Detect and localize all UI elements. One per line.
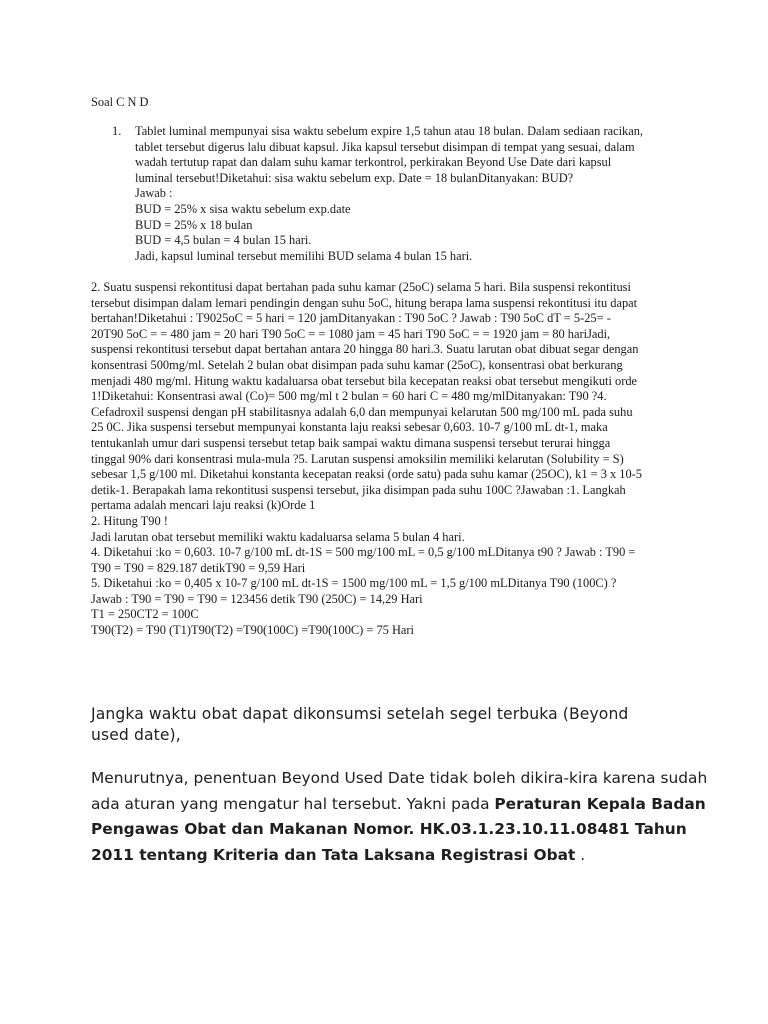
body-line: konsentrasi 500mg/ml. Setelah 2 bulan obat disimpan pada suhu kamar (25oC), konsentrasi obat berkurang	[91, 357, 623, 372]
body-line: 25 0C. Jika suspensi tersebut mempunyai konstanta laju reaksi sebesar 0,603. 10-7 g/100 mL dt-1, maka	[91, 420, 608, 435]
body-line: tentukanlah umur dari suspensi tersebut tetap baik sampai waktu dimana suspensi tersebut terurai hingga	[91, 435, 611, 450]
body-line: 2. Hitung T90 !	[91, 513, 168, 528]
body-line: pertama adalah mencari laju reaksi (k)Orde 1	[91, 498, 316, 513]
body-line: 5. Diketahui :ko = 0,405 x 10-7 g/100 mL dt-1S = 1500 mg/100 mL = 1,5 g/100 mLDitanya T90 (100C) ?	[91, 576, 617, 591]
body-line: bertahan!Diketahui : T9025oC = 5 hari = 120 jamDitanyakan : T90 5oC ? Jawab : T90 5oC dT = 5-25= -	[91, 311, 611, 326]
body-line: tinggal 90% dari konsentrasi mula-mula ?5. Larutan suspensi amoksilin memiliki kelarutan (Solubility = S)	[91, 451, 624, 466]
body-line: menjadi 480 mg/ml. Hitung waktu kadaluarsa obat tersebut bila kecepatan reaksi obat tersebut mengikuti orde	[91, 373, 638, 388]
body-line: 20T90 5oC = = 480 jam = 20 hari T90 5oC = = 1080 jam = 45 hari T90 5oC = = 1920 jam = 80 hariJadi,	[91, 326, 611, 341]
paragraph-text: ada aturan yang mengatur hal tersebut. Yakni pada	[91, 794, 495, 813]
question-1-line: BUD = 4,5 bulan = 4 bulan 15 hari.	[135, 233, 312, 248]
section-paragraph	[91, 766, 708, 868]
question-1-line: Tablet luminal mempunyai sisa waktu sebelum expire 1,5 tahun atau 18 bulan. Dalam sediaan racikan,	[135, 124, 644, 138]
body-line: 1!Diketahui: Konsentrasi awal (Co)= 500 mg/ml t 2 bulan = 60 hari C = 480 mg/mlDitanyakan: T90 ?4.	[91, 389, 607, 404]
regulation-reference: Pengawas Obat dan Makanan Nomor. HK.03.1.23.10.11.08481 Tahun	[91, 820, 687, 838]
body-line: detik-1. Berapakah lama rekontitusi suspensi tersebut, jika disimpan pada suhu 100C ?Jawaban :1. Langkah	[91, 482, 626, 497]
section-title	[91, 704, 691, 746]
regulation-reference: Peraturan Kepala Badan	[494, 794, 706, 813]
paragraph-line	[91, 817, 691, 843]
body-line: sebesar 1,5 g/100 ml. Diketahui konstanta kecepatan reaksi (orde satu) pada suhu kamar (25OC), k1 = 3 x 10-5	[91, 467, 642, 482]
document-heading: Soal C N D	[91, 95, 149, 109]
body-line: T90 = T90 = 829.187 detikT90 = 9,59 Hari	[91, 560, 306, 575]
body-line: T1 = 250CT2 = 100C	[91, 607, 199, 622]
section-title-line: used date),	[91, 726, 181, 744]
regulation-reference: 2011 tentang Kriteria dan Tata Laksana Registrasi Obat	[91, 845, 576, 864]
paragraph-text: .	[575, 845, 586, 864]
body-line: 4. Diketahui :ko = 0,603. 10-7 g/100 mL dt-1S = 500 mg/100 mL = 0,5 g/100 mLDitanya t90 ? Jawab : T90 =	[91, 545, 636, 560]
paragraph-line	[91, 843, 691, 869]
bud-section	[91, 704, 708, 864]
paragraph-line	[91, 792, 706, 818]
question-1-line: Jadi, kapsul luminal tersebut memilihi BUD selama 4 bulan 15 hari.	[135, 248, 473, 263]
question-1-line: Jawab :	[135, 186, 173, 201]
question-1-line: BUD = 25% x sisa waktu sebelum exp.date	[135, 201, 351, 216]
body-line: Jawab : T90 = T90 = T90 = 123456 detik T90 (250C) = 14,29 Hari	[91, 591, 423, 606]
body-line: tersebut disimpan dalam lemari pendingin dengan suhu 5oC, hitung berapa lama suspensi rekontitusi itu dapat	[91, 295, 638, 310]
body-line: T90(T2) = T90 (T1)T90(T2) =T90(100C) =T90(100C) = 75 Hari	[91, 623, 414, 638]
question-1-body	[135, 124, 705, 264]
question-1-line: wadah tertutup rapat dan dalam suhu kamar terkontrol, perkirakan Beyond Use Date dari kapsul	[135, 155, 612, 170]
question-1-line: BUD = 25% x 18 bulan	[135, 217, 253, 232]
questions-2-5-block	[91, 280, 691, 639]
question-1-line: tablet tersebut digerus lalu dibuat kapsul. Jika kapsul tersebut disimpan di tempat yang sesuai, dalam	[135, 139, 635, 154]
body-line: 2. Suatu suspensi rekontitusi dapat bertahan pada suhu kamar (25oC) selama 5 hari. Bila suspensi rekontitusi	[91, 280, 631, 294]
paragraph-line: Menurutnya, penentuan Beyond Used Date tidak boleh dikira-kira karena sudah	[91, 769, 708, 787]
section-title-line: Jangka waktu obat dapat dikonsumsi setelah segel terbuka (Beyond	[91, 705, 629, 723]
question-1-number: 1.	[112, 124, 122, 138]
body-line: suspensi rekontitusi tersebut dapat bertahan antara 20 hingga 80 hari.3. Suatu larutan obat dibuat segar dengan	[91, 342, 639, 357]
body-line: Cefadroxil suspensi dengan pH stabilitasnya adalah 6,0 dan mempunyai kelarutan 500 mg/100 mL pada suhu	[91, 404, 633, 419]
body-line: Jadi larutan obat tersebut memiliki waktu kadaluarsa selama 5 bulan 4 hari.	[91, 529, 465, 544]
question-1-line: luminal tersebut!Diketahui: sisa waktu sebelum exp. Date = 18 bulanDitanyakan: BUD?	[135, 170, 574, 185]
